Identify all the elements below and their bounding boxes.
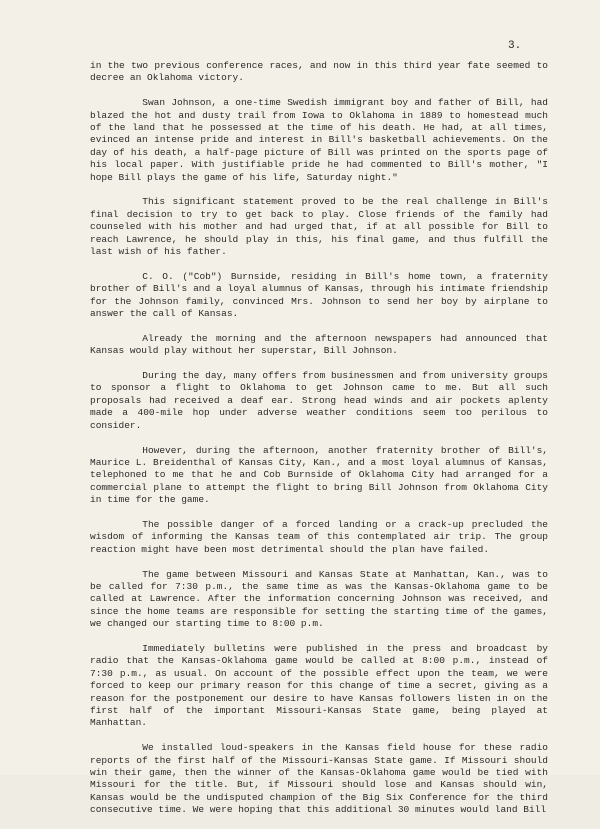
paragraph: The possible danger of a forced landing or a crack-up precluded the wisdom of informing the Kansas team of this contemplated air trip. The group reaction might have been most detrimental should the plan have failed. xyxy=(90,518,548,555)
paragraph: The game between Missouri and Kansas State at Manhattan, Kan., was to be called for 7:30 p.m., the same time as was the Kansas-Oklahoma game to be called at Lawrence. After the information concerning Johnson was received, and since the home teams are responsible for setting the starting time of the games, we changed our starting time to 8:00 p.m. xyxy=(90,568,548,630)
page-number: 3. xyxy=(508,40,522,52)
paragraph: Swan Johnson, a one-time Swedish immigrant boy and father of Bill, had blazed the hot and dusty trail from Iowa to Oklahoma in 1889 to homestead much of the land that he possessed at the time of his death. He had, at all times, evinced an intense pride and interest in Bill's basketball achievements. On the day of his death, a half-page picture of Bill was printed on the sports page of his local paper. With justifiable pride he had commented to Bill's mother, "I hope Bill plays the game of his life, Saturday night." xyxy=(90,97,548,183)
paragraph: Already the morning and the afternoon newspapers had announced that Kansas would play without her superstar, Bill Johnson. xyxy=(90,332,548,357)
paragraph: However, during the afternoon, another fraternity brother of Bill's, Maurice L. Breidenthal of Kansas City, Kan., and a most loyal alumnus of Kansas, telephoned to me that he and Cob Burnside of Oklahoma City had arranged for a commercial plane to attempt the flight to bring Bill Johnson from Oklahoma City in time for the game. xyxy=(90,444,548,506)
paragraph: C. O. ("Cob") Burnside, residing in Bill's home town, a fraternity brother of Bill's and a loyal alumnus of Kansas, through his intimate friendship for the Johnson family, convinced Mrs. Johnson to send her boy by airplane to answer the call of Kansas. xyxy=(90,270,548,320)
paragraph: Immediately bulletins were published in the press and broadcast by radio that the Kansas-Oklahoma game would be called at 8:00 p.m., instead of 7:30 p.m., as usual. On account of the possible effect upon the team, we were forced to keep our primary reason for this change of time a secret, giving as a reason for the postponement our desire to have Kansas followers listen in on the first half of the important Missouri-Kansas State game, being played at Manhattan. xyxy=(90,642,548,729)
paragraph: This significant statement proved to be the real challenge in Bill's final decision to try to get back to play. Close friends of the family had counseled with his mother and had urged that, if at all possible for Bill to reach Lawrence, he should play in this, his final game, and thus fulfill the last wish of his father. xyxy=(90,196,548,258)
body-text xyxy=(90,60,548,829)
paragraph: We installed loud-speakers in the Kansas field house for these radio reports of the first half of the Missouri-Kansas State game. If Missouri should win their game, then the winner of the Kansas-Oklahoma game would be tied with Missouri for the title. But, if Missouri should lose and Kansas should win, Kansas would be the undisputed champion of the Big Six Conference for the third consecutive time. We were hoping that this additional 30 minutes would land Bill xyxy=(90,742,548,816)
paragraph: in the two previous conference races, and now in this third year fate seemed to decree an Oklahoma victory. xyxy=(90,60,548,84)
paragraph: During the day, many offers from businessmen and from university groups to sponsor a flight to Oklahoma to get Johnson came to me. But all such proposals had received a deaf ear. Strong head winds and air pockets aplenty made a 400-mile hop under adverse weather conditions seem too perilous to consider. xyxy=(90,370,548,431)
